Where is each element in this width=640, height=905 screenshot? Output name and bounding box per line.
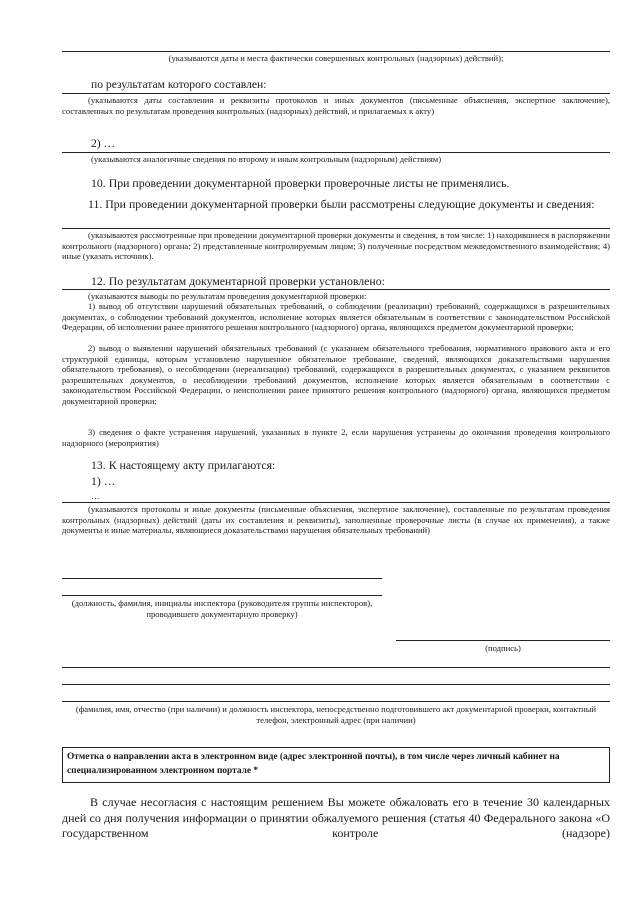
hint-signature: (подпись)	[485, 643, 521, 653]
item-10: 10. При проведении документарной проверки проверочные листы не применялись.	[91, 176, 510, 190]
signature-line	[396, 640, 610, 641]
hint-similar: (указываются аналогичные сведения по второму и иным контрольным (надзорным) действиям)	[91, 154, 442, 164]
fill-line	[62, 93, 610, 94]
fill-line	[62, 578, 382, 579]
fill-line	[62, 51, 610, 52]
item-13-1: 1) …	[91, 474, 116, 488]
fill-line	[62, 684, 610, 685]
fill-line	[62, 502, 610, 503]
by-results-label: по результатам которого составлен:	[91, 78, 267, 91]
fill-line	[62, 595, 382, 596]
item-13: 13. К настоящему акту прилагаются:	[91, 458, 276, 472]
fill-line	[62, 289, 610, 290]
electronic-notice-text: Отметка о направлении акта в электронном виде (адрес электронной почты), в том числе через личный кабинет на специализированном электронном портале *	[67, 752, 560, 776]
hint-dates-places: (указываются даты и места фактически совершенных контрольных (надзорных) действий);	[168, 53, 504, 63]
item-2-ellipsis: 2) …	[91, 137, 116, 150]
appeal-paragraph: В случае несогласия с настоящим решением Вы можете обжаловать его в течение 30 календарных дней со дня получения информации о принятии обжалуемого решения (статья 40 Федерального закона «О государственном контроле (надзоре)	[62, 795, 610, 840]
hint-12-intro: (указываются выводы по результатам проведения документарной проверки:	[88, 291, 367, 301]
item-13-more: …	[91, 491, 100, 501]
item-11: 11. При проведении документарной проверки были рассмотрены следующие документы и сведения:	[88, 197, 595, 211]
fill-line	[62, 701, 610, 702]
hint-12-point-2: 2) вывод о выявлении нарушений обязательных требований (с указанием обязательного требования, нормативного правового акта и его структурной единицы, которым установлено нарушенное обязательное требование, сведений, являющихся доказательствами нарушения обязательного требования), о несоблюдении (нереализации) требований, содержащихся в разрешительных документах, с указанием реквизитов разрешительных документов, о несоблюдении требований документов, исполнение которых является обязательным в соответствии с законодательством Российской Федерации, о неисполнении ранее принятого решения контрольного (надзорного) органа, являющихся предметом документарной проверки;	[62, 343, 610, 406]
hint-12-point-1: 1) вывод об отсутствии нарушений обязательных требований, о соблюдении (реализации) требований, содержащихся в разрешительных документах, о соблюдении требований документов, исполнение которых является обязательным в соответствии с законодательством Российской Федерации, об исполнении ранее принятого решения контрольного (надзорного) органа, являющихся предметом документарной проверки;	[62, 301, 610, 333]
hint-11: (указываются рассмотренные при проведении документарной проверки документы и сведения, в том числе: 1) находившиеся в распоряжении контрольного (надзорного) органа; 2) представленные контролируемым лицом; 3) полученные посредством межведомственного взаимодействия; 4) иные (указать источник).	[62, 230, 610, 262]
hint-13: (указываются протоколы и иные документы (письменные объяснения, экспертное заключение), составленные по результатам проведения контрольных (надзорных) действий (даты их составления и реквизиты), заполненные проверочные листы (в случае их применения), а также документы и иные материалы, являющиеся доказательствами нарушения обязательных требований)	[62, 504, 610, 536]
hint-inspector: (должность, фамилия, инициалы инспектора (руководителя группы инспекторов), проводившего документарную проверку)	[71, 598, 373, 619]
fill-line	[62, 152, 610, 153]
fill-line	[62, 228, 610, 229]
hint-12-point-3: 3) сведения о факте устранения нарушений, указанных в пункте 2, если нарушения устранены до окончания проведения контрольного надзорного (мероприятия)	[62, 427, 610, 448]
item-12: 12. По результатам документарной проверки установлено:	[91, 274, 385, 288]
hint-preparer: (фамилия, имя, отчество (при наличии) и должность инспектора, непосредственно подготовившего акт документарной проверки, контактный телефон, электронный адрес (при наличии)	[75, 704, 597, 725]
fill-line	[62, 667, 610, 668]
hint-protocols-dates: (указываются даты составления и реквизиты протоколов и иных документов (письменные объяснения, экспертное заключение), составленных по результатам проведения контрольных (надзорных) действий, и прилагаемых к акту)	[62, 95, 610, 116]
electronic-notice-box	[62, 747, 610, 783]
